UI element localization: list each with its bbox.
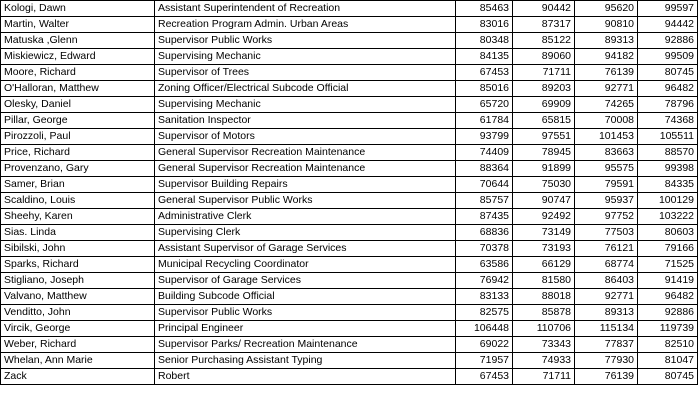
salary-value-cell: 81580 xyxy=(513,273,575,289)
salary-value-cell: 80745 xyxy=(638,369,698,385)
salary-value-cell: 92886 xyxy=(638,33,698,49)
employee-name-cell: Weber, Richard xyxy=(1,337,155,353)
employee-name-cell: Venditto, John xyxy=(1,305,155,321)
table-row xyxy=(1,353,698,369)
employee-name-cell: Kologi, Dawn xyxy=(1,1,155,17)
job-title-cell: Supervisor of Motors xyxy=(155,129,456,145)
table-row xyxy=(1,225,698,241)
salary-value-cell: 95620 xyxy=(575,1,638,17)
table-row xyxy=(1,161,698,177)
salary-value-cell: 86403 xyxy=(575,273,638,289)
table-row xyxy=(1,369,698,385)
table-row xyxy=(1,33,698,49)
salary-value-cell: 73193 xyxy=(513,241,575,257)
employee-name-cell: Stigliano, Joseph xyxy=(1,273,155,289)
table-row xyxy=(1,257,698,273)
salary-value-cell: 89060 xyxy=(513,49,575,65)
salary-value-cell: 97752 xyxy=(575,209,638,225)
employee-name-cell: Zack xyxy=(1,369,155,385)
employee-name-cell: Valvano, Matthew xyxy=(1,289,155,305)
job-title-cell: General Supervisor Recreation Maintenance xyxy=(155,161,456,177)
employee-name-cell: O'Halloran, Matthew xyxy=(1,81,155,97)
employee-name-cell: Pillar, George xyxy=(1,113,155,129)
salary-value-cell: 89203 xyxy=(513,81,575,97)
table-row xyxy=(1,145,698,161)
salary-value-cell: 85878 xyxy=(513,305,575,321)
salary-table-body xyxy=(1,1,698,385)
job-title-cell: Robert xyxy=(155,369,456,385)
salary-value-cell: 74265 xyxy=(575,97,638,113)
employee-name-cell: Matuska ,Glenn xyxy=(1,33,155,49)
table-row xyxy=(1,1,698,17)
salary-value-cell: 92492 xyxy=(513,209,575,225)
table-row xyxy=(1,289,698,305)
employee-name-cell: Sparks, Richard xyxy=(1,257,155,273)
salary-value-cell: 106448 xyxy=(456,321,513,337)
salary-value-cell: 80745 xyxy=(638,65,698,81)
salary-value-cell: 76139 xyxy=(575,369,638,385)
employee-name-cell: Scaldino, Louis xyxy=(1,193,155,209)
salary-value-cell: 115134 xyxy=(575,321,638,337)
salary-value-cell: 65815 xyxy=(513,113,575,129)
salary-value-cell: 90747 xyxy=(513,193,575,209)
table-row xyxy=(1,337,698,353)
salary-value-cell: 96482 xyxy=(638,289,698,305)
salary-value-cell: 74933 xyxy=(513,353,575,369)
job-title-cell: Supervisor Public Works xyxy=(155,33,456,49)
employee-name-cell: Moore, Richard xyxy=(1,65,155,81)
salary-value-cell: 89313 xyxy=(575,305,638,321)
job-title-cell: Assistant Superintendent of Recreation xyxy=(155,1,456,17)
salary-value-cell: 70644 xyxy=(456,177,513,193)
salary-value-cell: 89313 xyxy=(575,33,638,49)
salary-value-cell: 79591 xyxy=(575,177,638,193)
table-row xyxy=(1,113,698,129)
employee-name-cell: Martin, Walter xyxy=(1,17,155,33)
salary-value-cell: 73343 xyxy=(513,337,575,353)
table-row xyxy=(1,81,698,97)
job-title-cell: Supervisor Public Works xyxy=(155,305,456,321)
salary-value-cell: 78796 xyxy=(638,97,698,113)
salary-value-cell: 73149 xyxy=(513,225,575,241)
salary-value-cell: 71711 xyxy=(513,65,575,81)
employee-name-cell: Samer, Brian xyxy=(1,177,155,193)
employee-name-cell: Provenzano, Gary xyxy=(1,161,155,177)
salary-value-cell: 88018 xyxy=(513,289,575,305)
salary-value-cell: 82510 xyxy=(638,337,698,353)
salary-value-cell: 100129 xyxy=(638,193,698,209)
salary-value-cell: 119739 xyxy=(638,321,698,337)
table-row xyxy=(1,177,698,193)
job-title-cell: Assistant Supervisor of Garage Services xyxy=(155,241,456,257)
table-row xyxy=(1,49,698,65)
salary-value-cell: 85122 xyxy=(513,33,575,49)
salary-value-cell: 76121 xyxy=(575,241,638,257)
table-row xyxy=(1,17,698,33)
salary-value-cell: 69022 xyxy=(456,337,513,353)
job-title-cell: Supervising Mechanic xyxy=(155,97,456,113)
salary-value-cell: 77930 xyxy=(575,353,638,369)
salary-value-cell: 97551 xyxy=(513,129,575,145)
salary-value-cell: 110706 xyxy=(513,321,575,337)
salary-value-cell: 87317 xyxy=(513,17,575,33)
salary-value-cell: 101453 xyxy=(575,129,638,145)
salary-value-cell: 88364 xyxy=(456,161,513,177)
table-row xyxy=(1,97,698,113)
job-title-cell: General Supervisor Recreation Maintenance xyxy=(155,145,456,161)
salary-value-cell: 67453 xyxy=(456,65,513,81)
salary-value-cell: 93799 xyxy=(456,129,513,145)
salary-value-cell: 83663 xyxy=(575,145,638,161)
salary-value-cell: 61784 xyxy=(456,113,513,129)
salary-value-cell: 81047 xyxy=(638,353,698,369)
salary-value-cell: 80348 xyxy=(456,33,513,49)
table-row xyxy=(1,305,698,321)
salary-value-cell: 75030 xyxy=(513,177,575,193)
table-row xyxy=(1,209,698,225)
salary-value-cell: 94442 xyxy=(638,17,698,33)
salary-value-cell: 96482 xyxy=(638,81,698,97)
job-title-cell: General Supervisor Public Works xyxy=(155,193,456,209)
salary-value-cell: 74409 xyxy=(456,145,513,161)
table-row xyxy=(1,129,698,145)
job-title-cell: Senior Purchasing Assistant Typing xyxy=(155,353,456,369)
salary-value-cell: 76139 xyxy=(575,65,638,81)
salary-value-cell: 83133 xyxy=(456,289,513,305)
employee-name-cell: Vircik, George xyxy=(1,321,155,337)
salary-value-cell: 87435 xyxy=(456,209,513,225)
salary-value-cell: 90810 xyxy=(575,17,638,33)
salary-value-cell: 63586 xyxy=(456,257,513,273)
job-title-cell: Sanitation Inspector xyxy=(155,113,456,129)
job-title-cell: Supervisor Building Repairs xyxy=(155,177,456,193)
salary-value-cell: 95575 xyxy=(575,161,638,177)
salary-value-cell: 92771 xyxy=(575,81,638,97)
salary-value-cell: 76942 xyxy=(456,273,513,289)
salary-value-cell: 71957 xyxy=(456,353,513,369)
table-row xyxy=(1,273,698,289)
salary-value-cell: 67453 xyxy=(456,369,513,385)
salary-value-cell: 70378 xyxy=(456,241,513,257)
salary-value-cell: 80603 xyxy=(638,225,698,241)
table-row xyxy=(1,193,698,209)
job-title-cell: Supervisor Parks/ Recreation Maintenance xyxy=(155,337,456,353)
salary-value-cell: 79166 xyxy=(638,241,698,257)
salary-value-cell: 74368 xyxy=(638,113,698,129)
employee-name-cell: Whelan, Ann Marie xyxy=(1,353,155,369)
salary-value-cell: 99398 xyxy=(638,161,698,177)
salary-value-cell: 65720 xyxy=(456,97,513,113)
salary-value-cell: 83016 xyxy=(456,17,513,33)
salary-value-cell: 103222 xyxy=(638,209,698,225)
salary-value-cell: 88570 xyxy=(638,145,698,161)
salary-value-cell: 71711 xyxy=(513,369,575,385)
job-title-cell: Supervisor of Garage Services xyxy=(155,273,456,289)
salary-value-cell: 84135 xyxy=(456,49,513,65)
employee-name-cell: Olesky, Daniel xyxy=(1,97,155,113)
job-title-cell: Zoning Officer/Electrical Subcode Official xyxy=(155,81,456,97)
salary-value-cell: 77837 xyxy=(575,337,638,353)
table-row xyxy=(1,321,698,337)
table-row xyxy=(1,65,698,81)
salary-value-cell: 91419 xyxy=(638,273,698,289)
salary-value-cell: 99509 xyxy=(638,49,698,65)
salary-value-cell: 85757 xyxy=(456,193,513,209)
job-title-cell: Principal Engineer xyxy=(155,321,456,337)
salary-value-cell: 90442 xyxy=(513,1,575,17)
salary-value-cell: 95937 xyxy=(575,193,638,209)
job-title-cell: Supervising Clerk xyxy=(155,225,456,241)
salary-value-cell: 68774 xyxy=(575,257,638,273)
salary-value-cell: 70008 xyxy=(575,113,638,129)
job-title-cell: Supervisor of Trees xyxy=(155,65,456,81)
salary-value-cell: 92886 xyxy=(638,305,698,321)
salary-value-cell: 77503 xyxy=(575,225,638,241)
salary-value-cell: 85016 xyxy=(456,81,513,97)
employee-name-cell: Sheehy, Karen xyxy=(1,209,155,225)
table-row xyxy=(1,241,698,257)
employee-name-cell: Price, Richard xyxy=(1,145,155,161)
job-title-cell: Municipal Recycling Coordinator xyxy=(155,257,456,273)
job-title-cell: Administrative Clerk xyxy=(155,209,456,225)
salary-value-cell: 94182 xyxy=(575,49,638,65)
salary-value-cell: 71525 xyxy=(638,257,698,273)
salary-value-cell: 91899 xyxy=(513,161,575,177)
employee-name-cell: Miskiewicz, Edward xyxy=(1,49,155,65)
salary-value-cell: 85463 xyxy=(456,1,513,17)
job-title-cell: Supervising Mechanic xyxy=(155,49,456,65)
job-title-cell: Recreation Program Admin. Urban Areas xyxy=(155,17,456,33)
employee-name-cell: Pirozzoli, Paul xyxy=(1,129,155,145)
salary-value-cell: 92771 xyxy=(575,289,638,305)
salary-value-cell: 69909 xyxy=(513,97,575,113)
job-title-cell: Building Subcode Official xyxy=(155,289,456,305)
salary-value-cell: 99597 xyxy=(638,1,698,17)
salary-value-cell: 105511 xyxy=(638,129,698,145)
salary-value-cell: 68836 xyxy=(456,225,513,241)
salary-value-cell: 84335 xyxy=(638,177,698,193)
employee-name-cell: Sias. Linda xyxy=(1,225,155,241)
salary-value-cell: 66129 xyxy=(513,257,575,273)
salary-value-cell: 78945 xyxy=(513,145,575,161)
salary-value-cell: 82575 xyxy=(456,305,513,321)
employee-name-cell: Sibilski, John xyxy=(1,241,155,257)
